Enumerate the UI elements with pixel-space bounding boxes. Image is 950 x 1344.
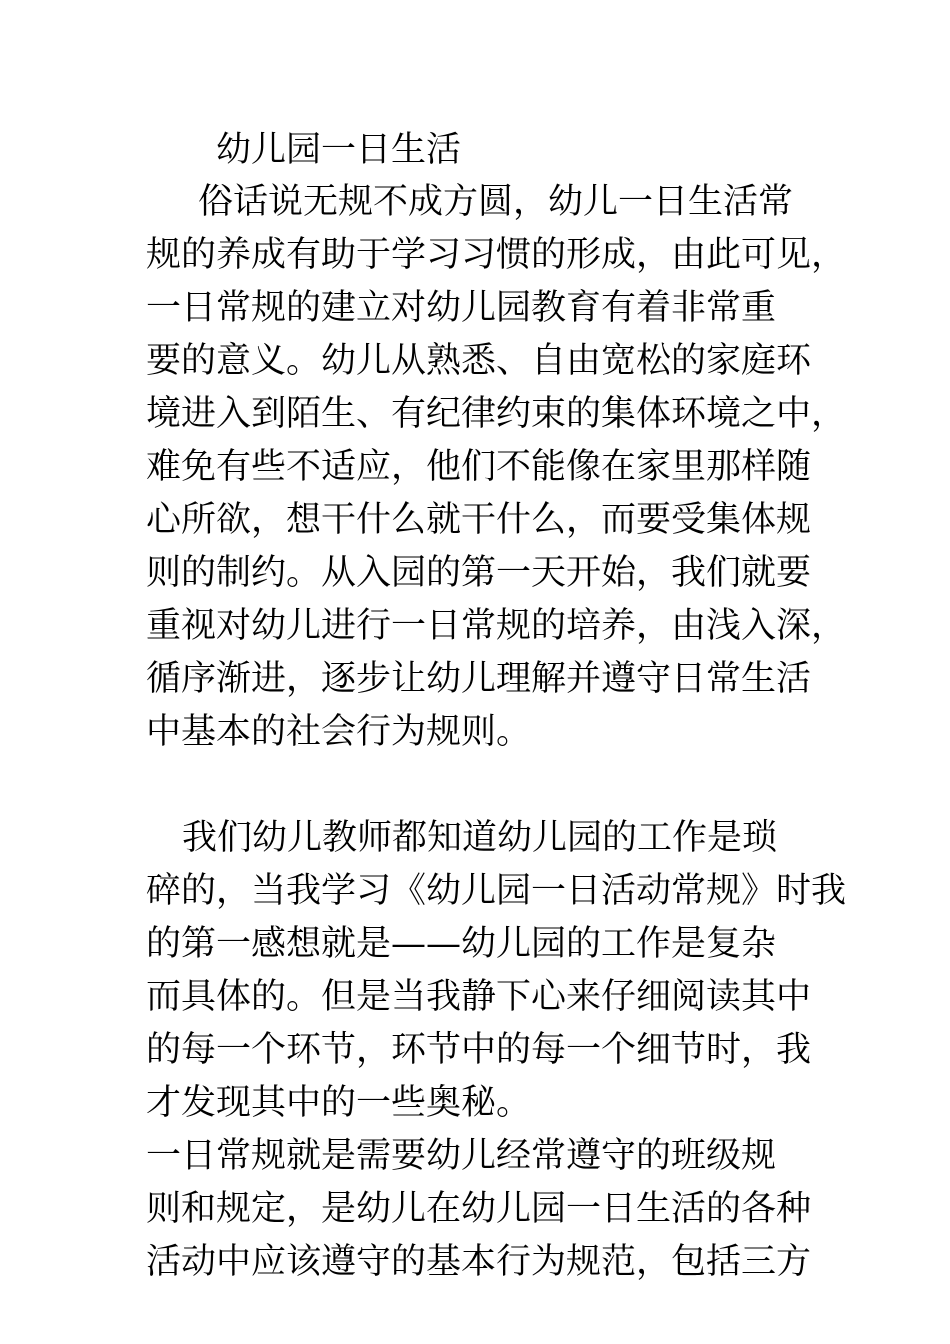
text-line: 活动中应该遵守的基本行为规范，包括三方 (146, 1242, 812, 1282)
text-line: 中基本的社会行为规则。 (146, 712, 532, 752)
text-line: 俗话说无规不成方圆，幼儿一日生活常 (198, 182, 794, 222)
text-line: 一日常规的建立对幼儿园教育有着非常重 (146, 288, 777, 328)
text-line: 循序渐进，逐步让幼儿理解并遵守日常生活 (146, 659, 812, 699)
text-line: 境进入到陌生、有纪律约束的集体环境之中， (146, 394, 847, 434)
text-line: 则和规定，是幼儿在幼儿园一日生活的各种 (146, 1189, 812, 1229)
text-line: 心所欲，想干什么就干什么，而要受集体规 (146, 500, 812, 540)
text-line: 才发现其中的一些奥秘。 (146, 1083, 532, 1123)
text-line: 则的制约。从入园的第一天开始，我们就要 (146, 553, 812, 593)
text-line: 的每一个环节，环节中的每一个细节时，我 (146, 1030, 812, 1070)
text-line: 碎的，当我学习《幼儿园一日活动常规》时我 (146, 871, 847, 911)
text-line: 难免有些不适应，他们不能像在家里那样随 (146, 447, 812, 487)
text-line: 要的意义。幼儿从熟悉、自由宽松的家庭环 (146, 341, 812, 381)
text-line: 的第一感想就是——幼儿园的工作是复杂 (146, 924, 777, 964)
text-line: 规的养成有助于学习习惯的形成，由此可见， (146, 235, 847, 275)
text-line: 而具体的。但是当我静下心来仔细阅读其中 (146, 977, 812, 1017)
text-line: 重视对幼儿进行一日常规的培养，由浅入深， (146, 606, 847, 646)
text-line: 我们幼儿教师都知道幼儿园的工作是琐 (182, 818, 778, 858)
text-line: 一日常规就是需要幼儿经常遵守的班级规 (146, 1136, 777, 1176)
document-title: 幼儿园一日生活 (216, 130, 462, 170)
